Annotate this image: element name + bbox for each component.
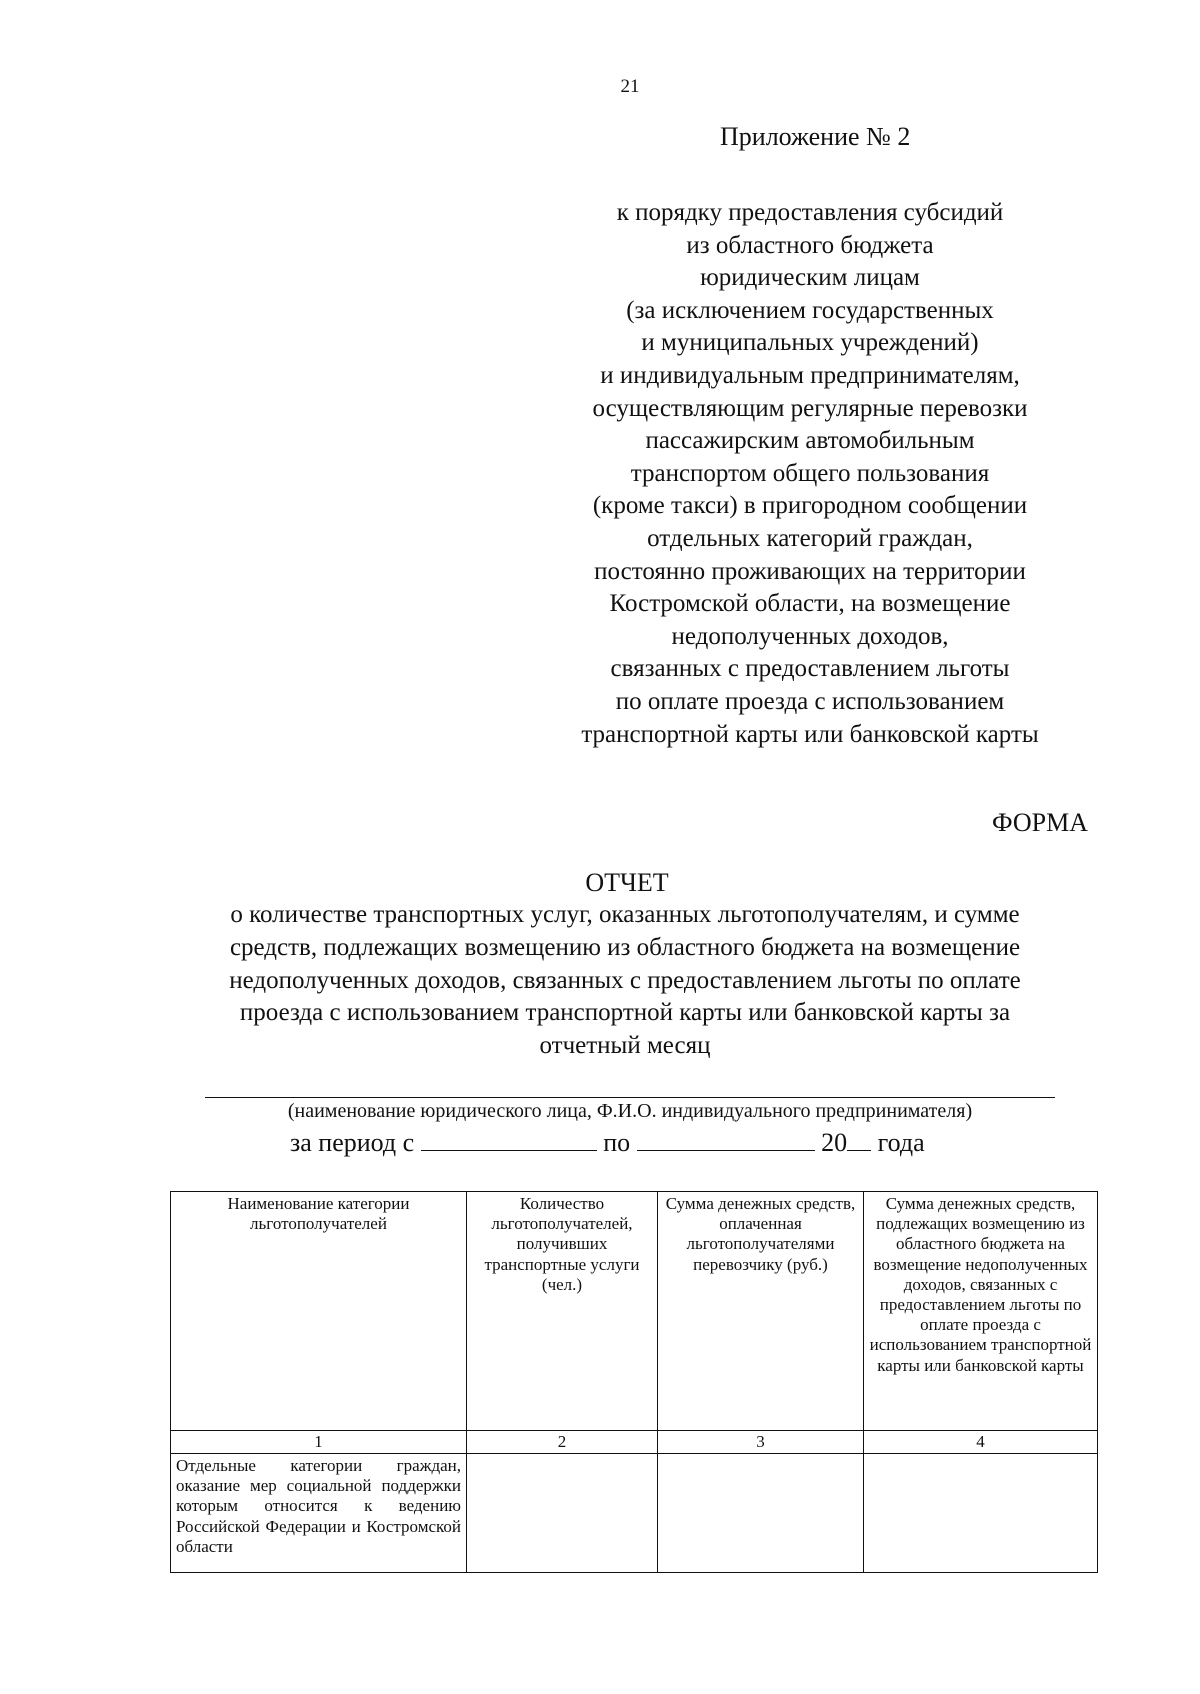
report-description-line: о количестве транспортных услуг, оказанных льготополучателям, и сумме xyxy=(230,901,1020,928)
report-description xyxy=(150,899,1100,1063)
appendix-title: Приложение № 2 xyxy=(720,122,911,151)
period-end-field[interactable] xyxy=(637,1126,815,1151)
preamble-line: отдельных категорий граждан, xyxy=(647,524,973,552)
table-row xyxy=(171,1454,1098,1573)
header-paid-sum: Сумма денежных средств, оплаченная льготополучателями перевозчику (руб.) xyxy=(658,1192,864,1431)
table-header-row xyxy=(171,1192,1098,1431)
preamble-line: транспортом общего пользования xyxy=(630,459,990,487)
preamble-line: из областного бюджета xyxy=(686,231,934,259)
appendix-preamble xyxy=(520,197,1100,751)
period-suffix: года xyxy=(877,1128,925,1157)
report-description-line: средств, подлежащих возмещению из областного бюджета на возмещение xyxy=(229,933,1021,961)
column-number: 4 xyxy=(864,1431,1098,1454)
organization-name-field[interactable] xyxy=(205,1097,1055,1098)
preamble-line: к порядку предоставления субсидий xyxy=(616,199,1004,226)
paid-sum-cell[interactable] xyxy=(658,1454,864,1573)
header-count: Количество льготополучателей, получивших транспортные услуги (чел.) xyxy=(467,1192,658,1431)
preamble-line: транспортной карты или банковской карты xyxy=(581,720,1039,748)
report-description-line: проезда с использованием транспортной карты или банковской карты за xyxy=(239,999,1011,1027)
table-column-numbers-row xyxy=(171,1431,1098,1454)
preamble-line: и муниципальных учреждений) xyxy=(641,329,979,357)
count-cell[interactable] xyxy=(467,1454,658,1573)
preamble-line: юридическим лицам xyxy=(700,264,920,292)
period-start-field[interactable] xyxy=(421,1126,597,1151)
preamble-line: осуществляющим регулярные перевозки xyxy=(592,394,1028,422)
preamble-line: Костромской области, на возмещение xyxy=(609,590,1011,618)
period-middle: по xyxy=(603,1128,631,1157)
preamble-line: недополученных доходов, xyxy=(671,622,949,650)
period-year-prefix: 20 xyxy=(821,1128,848,1157)
report-table xyxy=(170,1191,1098,1573)
header-category: Наименование категории льготополучателей xyxy=(171,1192,467,1431)
form-label: ФОРМА xyxy=(992,808,1088,837)
preamble-line: связанных с предоставлением льготы xyxy=(610,655,1010,683)
preamble-line: по оплате проезда с использованием xyxy=(615,687,1005,715)
organization-name-caption: (наименование юридического лица, Ф.И.О. индивидуального предпринимателя) xyxy=(287,1100,973,1122)
preamble-line: постоянно проживающих на территории xyxy=(594,557,1026,585)
category-cell: Отдельные категории граждан, оказание мер социальной поддержки которым относится к ведению Российской Федерации и Костромской области xyxy=(171,1454,467,1573)
report-period xyxy=(290,1126,925,1158)
reimbursement-sum-cell[interactable] xyxy=(864,1454,1098,1573)
preamble-line: (кроме такси) в пригородном сообщении xyxy=(592,492,1028,520)
period-prefix: за период с xyxy=(290,1128,415,1157)
preamble-line: и индивидуальным предпринимателям, xyxy=(600,361,1020,389)
preamble-line: пассажирским автомобильным xyxy=(645,427,975,455)
period-year-field[interactable] xyxy=(847,1126,871,1151)
column-number: 3 xyxy=(658,1431,864,1454)
column-number: 2 xyxy=(467,1431,658,1454)
preamble-line: (за исключением государственных xyxy=(626,296,994,324)
header-reimbursement-sum: Сумма денежных средств, подлежащих возмещению из областного бюджета на возмещение недополученных доходов, связанных с предоставлением льготы по оплате проезда с использованием транспортной карты или банковской карты xyxy=(864,1192,1098,1431)
column-number: 1 xyxy=(171,1431,467,1454)
report-title: ОТЧЕТ xyxy=(585,868,669,897)
page-number: 21 xyxy=(620,76,640,97)
report-description-line: отчетный месяц xyxy=(539,1032,711,1060)
report-description-line: недополученных доходов, связанных с предоставлением льготы по оплате xyxy=(229,966,1021,994)
